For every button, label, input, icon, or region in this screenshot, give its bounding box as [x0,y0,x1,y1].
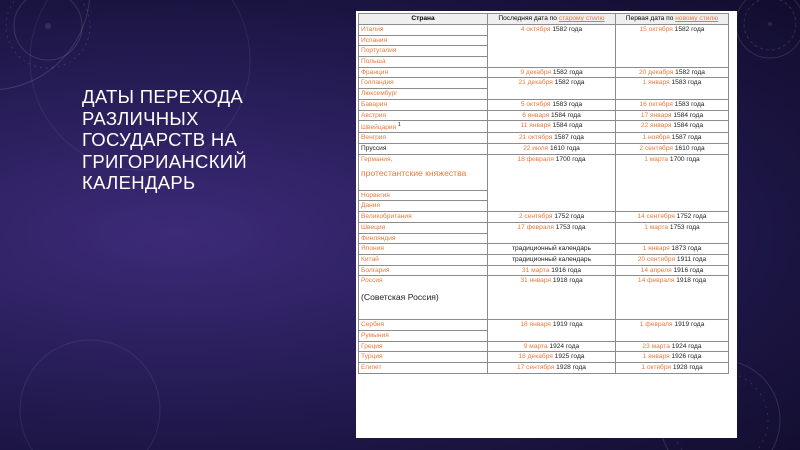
old-style-date-cell [488,212,616,223]
new-style-year: 1924 года [669,342,702,350]
old-style-date-cell [488,78,616,99]
new-style-year: 1587 года [669,134,702,142]
new-style-year: 1752 года [674,213,707,221]
country-cell [359,144,488,155]
new-style-year: 1911 года [675,255,707,263]
new-style-year: 1583 года [669,79,702,87]
old-style-year: 1919 года [551,321,583,329]
country-link[interactable]: Бавария [361,100,388,108]
table-row [359,78,729,89]
country-cell [359,363,488,374]
country-link[interactable]: Норвегия [361,191,390,199]
old-style-day-link[interactable]: 22 июля [523,145,549,153]
country-cell [359,133,488,144]
country-link[interactable]: Египет [361,364,382,371]
country-link[interactable]: Франция [361,68,389,76]
calendar-transition-table [358,13,729,374]
new-style-date-cell [616,133,729,144]
new-style-date-cell [616,110,729,121]
new-style-date-cell [616,341,729,352]
old-style-day-link[interactable]: 18 февраля [517,155,554,163]
new-style-day-link[interactable]: 1 января [642,79,670,87]
old-style-date-cell [488,25,616,68]
slide-title-line: РАЗЛИЧНЫХ [82,107,199,129]
old-style-year: 1582 года [552,79,585,87]
slide-title-line: КАЛЕНДАРЬ [82,172,196,193]
new-style-day-link[interactable]: 1 марта [644,155,669,163]
table-row [359,121,729,133]
old-style-year: 1584 года [550,122,583,130]
new-style-date-cell [616,121,729,133]
new-style-day-link[interactable]: 15 октября [639,26,673,33]
new-style-year: 1700 года [668,155,700,163]
old-style-date-cell [488,144,616,155]
new-style-year: 1873 года [669,245,702,253]
new-style-date-cell [616,276,729,320]
new-style-date-cell [616,222,729,243]
header-first-prefix: Первая дата по [625,15,676,22]
new-style-day-link[interactable]: 20 декабря [639,68,674,76]
new-style-day-link[interactable]: 2 сентября [639,145,673,153]
country-cell [359,121,488,133]
new-style-day-link[interactable]: 23 марта [642,342,670,350]
new-style-day-link[interactable]: 14 апреля [640,266,672,274]
new-style-date-cell [616,352,729,363]
table-row [359,67,729,78]
old-style-date-cell [488,222,616,243]
table-row [359,276,729,320]
old-style-date-cell [488,154,616,211]
new-style-date-cell [616,78,729,99]
old-style-day-link[interactable]: 18 декабря [518,353,553,361]
country-link[interactable]: Турция [361,353,383,361]
table-row [359,341,729,352]
country-cell [359,78,488,89]
new-style-year: 1584 года [671,122,704,130]
new-style-day-link[interactable]: 20 сентября [637,255,676,263]
header-first-date [616,14,729,25]
country-link[interactable]: Венгрия [361,134,387,142]
country-cell [359,352,488,363]
old-style-year: 1918 года [551,277,583,285]
new-style-year: 1919 года [672,321,705,329]
country-link[interactable]: Австрия [361,111,387,119]
old-style-date-cell [488,110,616,121]
country-link[interactable]: Греция [361,342,383,350]
country-link[interactable]: Голландия [361,79,394,87]
slide-title [82,86,352,194]
table-row [359,254,729,265]
new-style-year: 1916 года [671,266,704,274]
old-style-day-link[interactable]: 11 января [520,122,551,130]
old-style-year: 1752 года [552,213,585,221]
new-style-year: 1926 года [669,353,702,361]
old-style-date-cell [488,244,616,255]
new-style-date-cell [616,363,729,374]
footnote-marker: 1 [398,122,401,129]
country-link[interactable]: Польша [361,58,386,66]
new-style-day-link[interactable]: 17 января [640,111,672,119]
old-style-day-link[interactable]: 9 марта [523,342,548,350]
slide-title-line: ГРИГОРИАНСКИЙ [82,150,247,172]
country-cell [359,320,488,331]
old-style-date-cell [488,276,616,320]
country-link[interactable]: Испания [361,36,388,44]
table-row [359,154,729,190]
country-link[interactable]: Россия [361,277,383,285]
old-style-year: 1928 года [554,364,586,371]
table-row [359,222,729,233]
old-style-day-link[interactable]: 31 марта [521,266,550,274]
old-style-year: 1925 года [552,353,585,361]
new-style-day-link[interactable]: 22 января [640,122,672,130]
old-style-day-link[interactable]: 31 января [520,277,551,285]
table-row [359,320,729,331]
new-style-day-link[interactable]: 1 февраля [639,321,673,329]
country-link[interactable]: Финляндия [361,234,396,242]
country-link[interactable]: Китай [361,255,379,263]
country-cell [359,110,488,121]
table-row [359,144,729,155]
country-link[interactable]: Болгария [361,266,390,274]
country-link[interactable]: Швейцария [361,124,397,132]
new-style-date-cell [616,265,729,276]
old-style-date-cell [488,352,616,363]
country-cell [359,190,488,201]
new-style-date-cell [616,244,729,255]
country-cell [359,99,488,110]
country-cell [359,154,488,190]
country-link[interactable]: Великобритания [361,213,412,221]
table-header-row [359,14,729,25]
country-cell [359,222,488,233]
old-style-date-cell [488,320,616,341]
new-style-date-cell [616,212,729,223]
old-style-day-link[interactable]: 18 января [520,321,551,329]
new-style-date-cell [616,144,729,155]
old-style-year: 1610 года [548,145,580,153]
old-style-day-link[interactable]: 4 октября [520,26,551,33]
old-style-day-link[interactable]: 6 января [522,111,550,119]
table-row [359,133,729,144]
new-style-date-cell [616,67,729,78]
old-style-date-cell [488,99,616,110]
soviet-russia-note: (Советская Россия) [361,292,439,303]
country-cell [359,67,488,78]
country-cell [359,35,488,46]
new-style-year: 1610 года [673,145,705,153]
country-cell [359,212,488,223]
new-style-date-cell [616,99,729,110]
header-country: Страна [359,14,488,25]
country-cell [359,276,488,320]
country-link[interactable]: Румыния [361,331,389,339]
new-style-day-link[interactable]: 1 ноября [642,134,670,142]
old-style-date-cell [488,121,616,133]
old-style-date-cell [488,341,616,352]
new-style-day-link[interactable]: 1 января [642,353,670,361]
table-row [359,265,729,276]
country-cell [359,244,488,255]
old-style-day-link[interactable]: 5 октября [520,100,551,108]
new-style-date-cell [616,320,729,341]
old-style-year: 1583 года [550,100,583,108]
old-style-date-cell [488,133,616,144]
country-cell [359,89,488,100]
table-row [359,99,729,110]
old-style-day-link[interactable]: 2 сентября [518,213,553,221]
old-style-text: традиционный календарь [511,255,592,263]
old-style-year: 1582 года [551,68,583,76]
country-link[interactable]: Португалия [361,47,397,55]
table-row [359,212,729,223]
header-last-date [488,14,616,25]
old-style-year: 1916 года [549,266,582,274]
old-style-day-link[interactable]: 17 февраля [517,223,554,231]
country-cell [359,265,488,276]
old-style-date-cell [488,265,616,276]
new-style-day-link[interactable]: 1 марта [644,223,669,231]
country-link[interactable]: Пруссия [361,145,387,153]
country-link[interactable]: Япония [361,245,384,253]
country-link[interactable]: Швеция [361,223,386,231]
new-style-day-link[interactable]: 16 октября [639,100,673,108]
new-style-year: 1928 года [671,364,703,371]
country-link[interactable]: Сербия [361,321,385,329]
old-style-date-cell [488,363,616,374]
table-row [359,352,729,363]
country-cell [359,201,488,212]
old-style-link[interactable]: старому стилю [558,15,605,22]
old-style-date-cell [488,67,616,78]
old-style-day-link[interactable]: 21 октября [519,134,553,142]
slide-title-line: ДАТЫ ПЕРЕХОДА [82,86,244,107]
country-link[interactable]: Люксембург [361,90,398,98]
new-style-date-cell [616,154,729,211]
german-states-note[interactable]: протестантские княжества [361,167,467,178]
new-style-year: 1582 года [673,68,705,76]
country-cell [359,254,488,265]
country-cell [359,25,488,36]
slide-title-line: ГОСУДАРСТВ НА [82,129,238,150]
old-style-year: 1924 года [547,342,580,350]
country-cell [359,57,488,68]
country-cell [359,233,488,244]
old-style-day-link[interactable]: 17 сентября [517,364,555,371]
table-row [359,25,729,36]
old-style-day-link[interactable]: 9 декабря [520,68,551,76]
header-last-prefix: Последняя дата по [498,15,559,22]
new-style-day-link[interactable]: 14 сентября [637,213,675,221]
new-style-day-link[interactable]: 1 января [642,245,670,253]
new-style-date-cell [616,254,729,265]
new-style-year: 1583 года [672,100,705,108]
old-style-year: 1587 года [552,134,584,142]
new-style-year: 1918 года [674,277,707,285]
new-style-year: 1582 года [672,26,705,33]
old-style-year: 1582 года [550,26,583,33]
old-style-day-link[interactable]: 21 декабря [518,79,553,87]
old-style-year: 1700 года [553,155,586,163]
country-link[interactable]: Дания [361,202,381,210]
old-style-text: традиционный календарь [511,245,592,253]
country-cell [359,341,488,352]
old-style-date-cell [488,254,616,265]
new-style-year: 1753 года [668,223,700,231]
new-style-link[interactable]: новому стилю [675,15,719,22]
table-row [359,244,729,255]
old-style-year: 1753 года [553,223,586,231]
table-row [359,110,729,121]
table-row [359,363,729,374]
country-cell [359,330,488,341]
country-cell [359,46,488,57]
country-link[interactable]: Италия [361,26,384,33]
new-style-year: 1584 года [671,111,704,119]
country-link[interactable]: Германия, [361,155,393,163]
old-style-year: 1584 года [549,111,581,119]
new-style-date-cell [616,25,729,68]
new-style-day-link[interactable]: 1 октября [641,364,671,371]
new-style-day-link[interactable]: 14 февраля [637,277,675,285]
calendar-table-image [356,11,737,438]
